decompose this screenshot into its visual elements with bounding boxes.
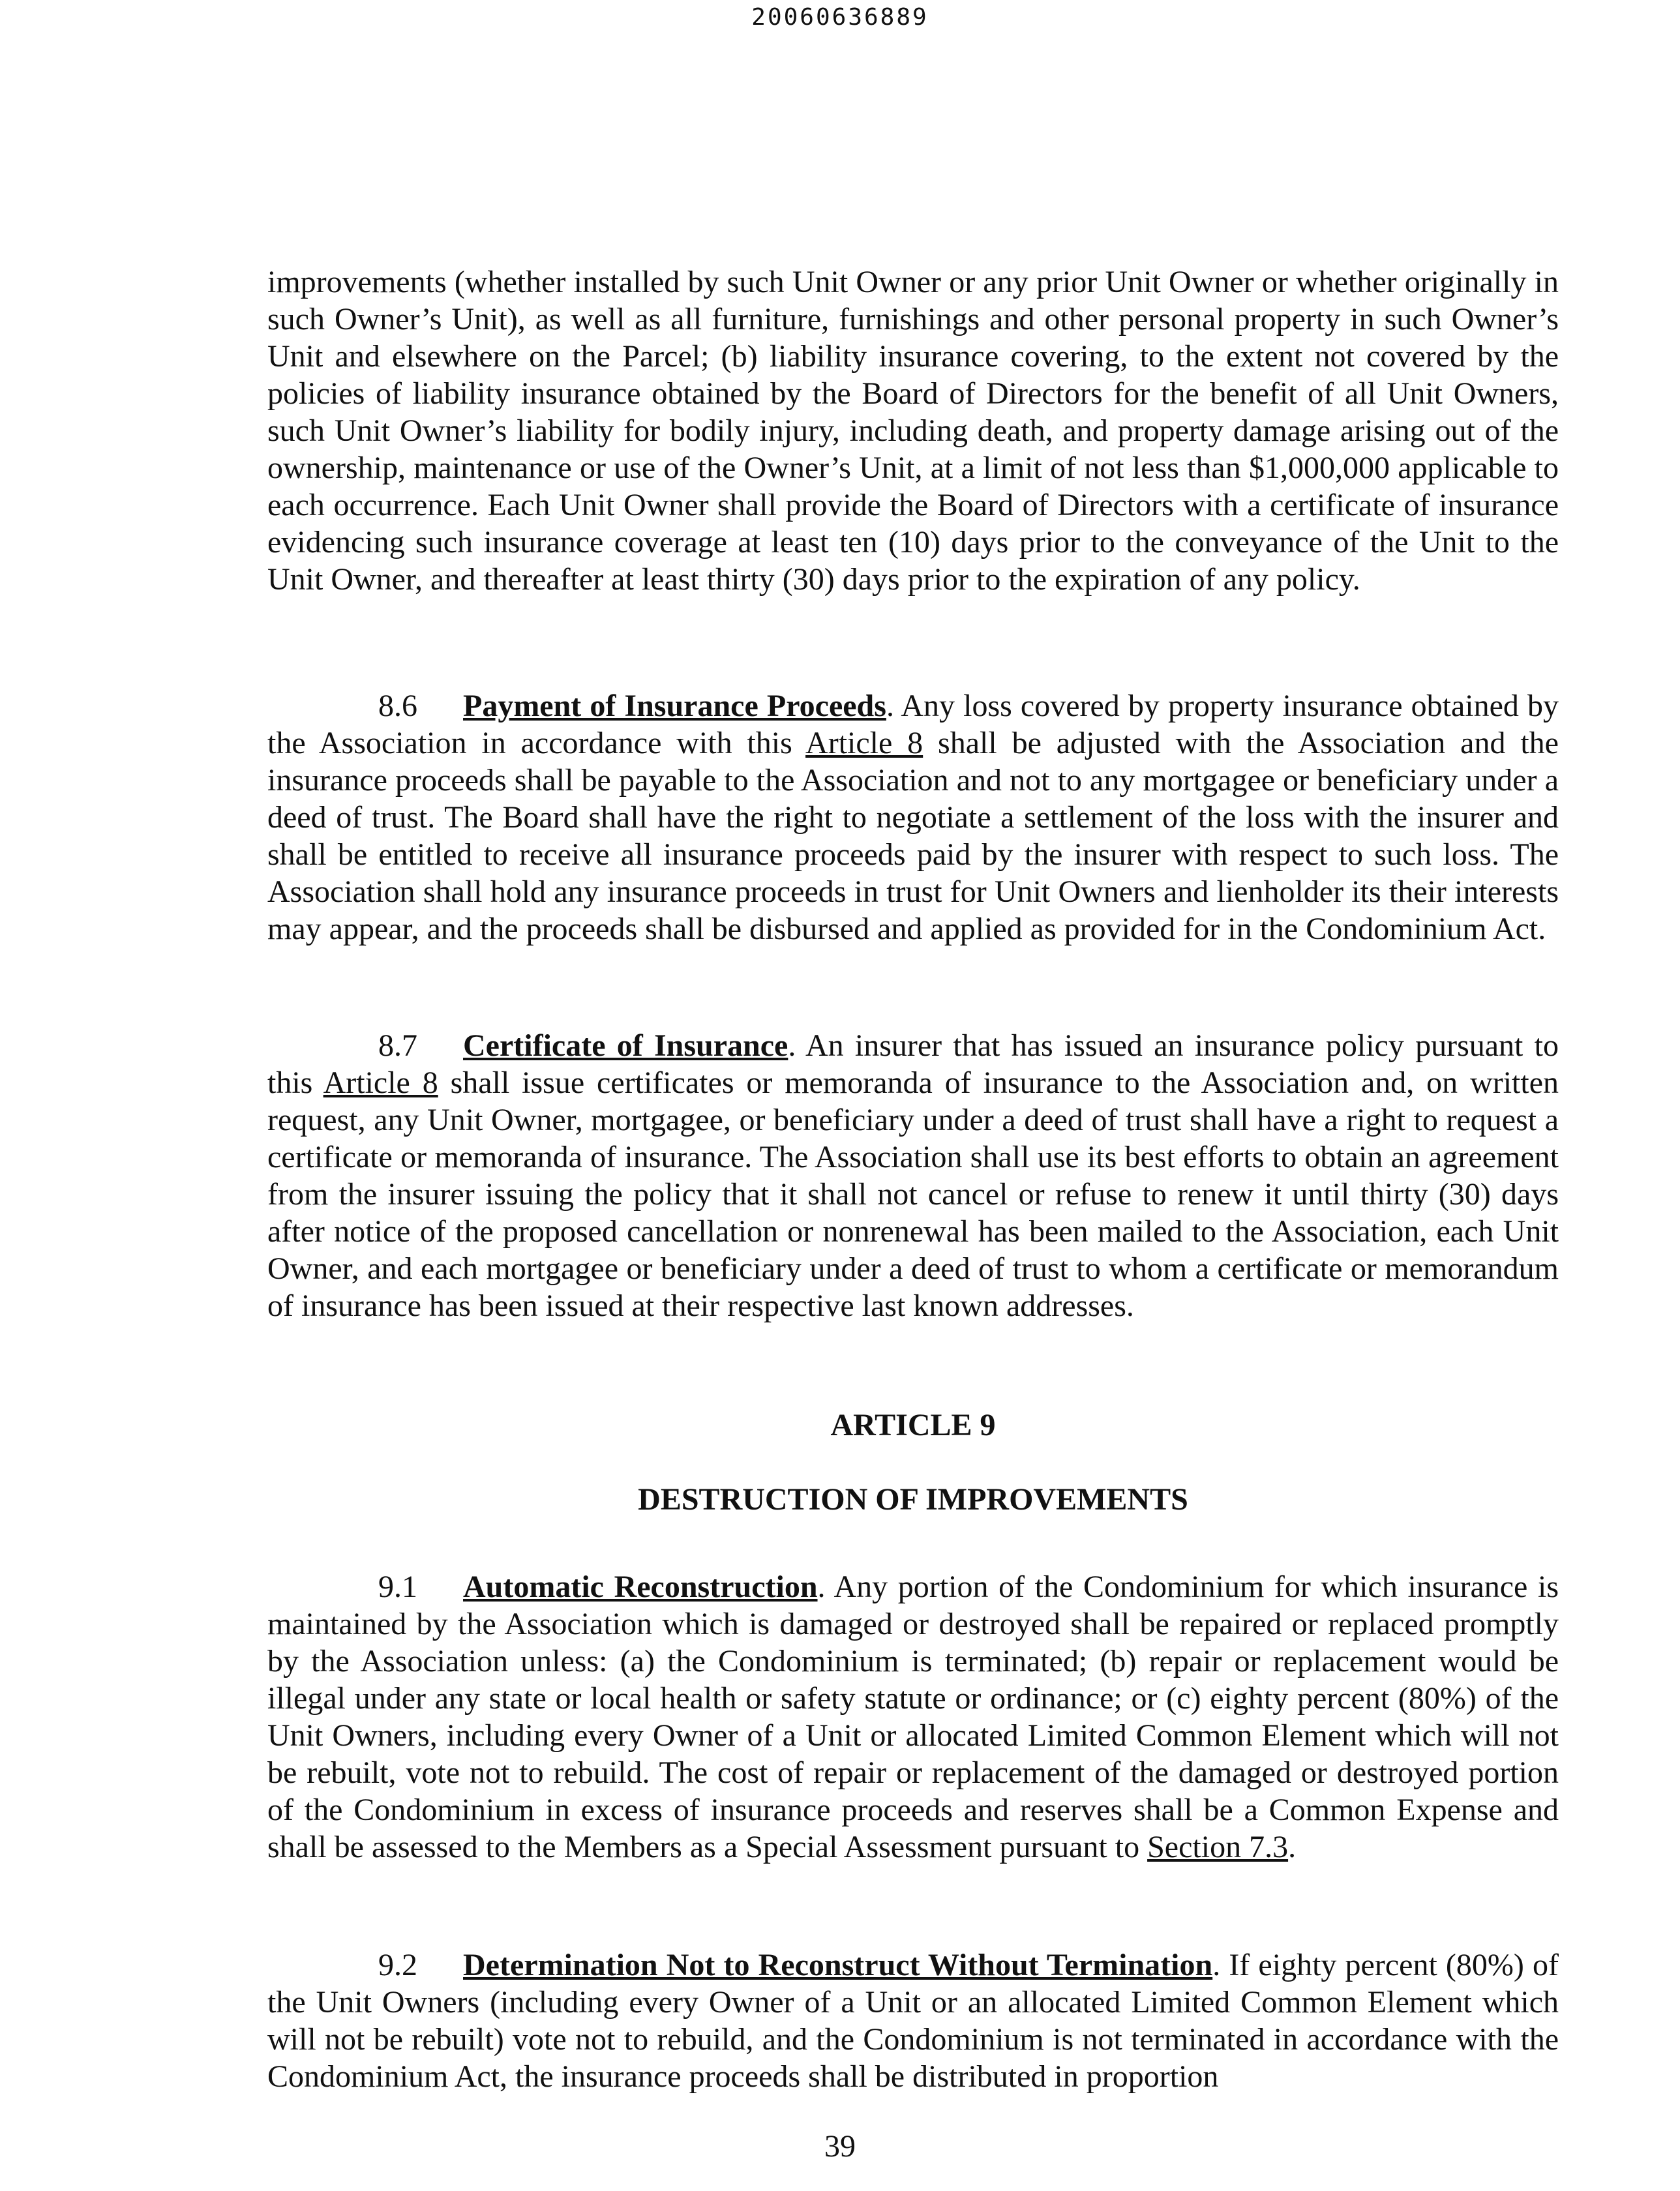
section-text: . Any portion of the Condominium for which insurance is maintained by the Association which is damaged or destroyed shall be repaired or replaced promptly by the Association unless: (a) the Condominium is terminated; (b) repair or replacement would be illegal under any state or local health or safety statute or ordinance; or (c) eighty percent (80%) of the Unit Owners, including every Owner of a Unit or allocated Limited Common Element which will not be rebuilt, vote not to rebuild. The cost of repair or replacement of the damaged or destroyed portion of the Condominium in excess of insurance proceeds and reserves shall be a Common Expense and shall be assessed to the Members as a Special Assessment pursuant to: [267, 1570, 1559, 1864]
section-text: . If eighty percent (80%) of the Unit Owners (including every Owner of a Unit or an allocated Limited Common Element which will not be rebuilt) vote not to rebuild, and the Condominium is not terminated in accordance with the Condominium Act, the insurance proceeds shall be distributed in proportion: [267, 1948, 1559, 2094]
section-heading: Certificate of Insurance: [463, 1028, 788, 1063]
paragraph-continuation: improvements (whether installed by such Unit Owner or any prior Unit Owner or whether originally in such Owner’s Unit), as well as all furniture, furnishings and other personal property in such Owner’s Unit and elsewhere on the Parcel; (b) liability insurance covering, to the extent not covered by the policies of liability insurance obtained by the Board of Directors for the benefit of all Unit Owners, such Unit Owner’s liability for bodily injury, including death, and property damage arising out of the ownership, maintenance or use of the Owner’s Unit, at a limit of not less than $1,000,000 applicable to each occurrence. Each Unit Owner shall provide the Board of Directors with a certificate of insurance evidencing such insurance coverage at least ten (10) days prior to the conveyance of the Unit to the Unit Owner, and thereafter at least thirty (30) days prior to the expiration of any policy.: [267, 265, 1559, 597]
section-number: 9.1: [378, 1570, 417, 1604]
section-9-2: [267, 1946, 1559, 2095]
section-number: 9.2: [378, 1948, 417, 1982]
section-text: . An insurer that has issued an insurance policy pursuant to this: [267, 1028, 1559, 1100]
section-text: .: [1288, 1830, 1297, 1864]
section-heading: Determination Not to Reconstruct Without Termination: [463, 1948, 1213, 1982]
section-heading: Payment of Insurance Proceeds: [463, 689, 886, 723]
section-8-7: [267, 1027, 1559, 1324]
cross-reference: Section 7.3: [1147, 1830, 1289, 1864]
section-text: . Any loss covered by property insurance obtained by the Association in accordance with this: [267, 689, 1559, 760]
section-number: 8.6: [378, 689, 417, 723]
article-number: ARTICLE 9: [830, 1408, 996, 1442]
section-8-6: [267, 687, 1559, 947]
section-9-1: [267, 1568, 1559, 1866]
page-number: 39: [824, 2129, 856, 2164]
section-number: 8.7: [378, 1028, 417, 1063]
article-title: DESTRUCTION OF IMPROVEMENTS: [638, 1482, 1188, 1517]
section-heading: Automatic Reconstruction: [463, 1570, 818, 1604]
cross-reference: Article 8: [323, 1066, 438, 1100]
section-text: shall issue certificates or memoranda of insurance to the Association and, on written request, any Unit Owner, mortgagee, or beneficiary under a deed of trust shall have a right to request a certificate or memoranda of insurance. The Association shall use its best efforts to obtain an agreement from the insurer issuing the policy that it shall not cancel or refuse to renew it until thirty (30) days after notice of the proposed cancellation or nonrenewal has been mailed to the Association, each Unit Owner, and each mortgagee or beneficiary under a deed of trust to whom a certificate or memorandum of insurance has been issued at their respective last known addresses.: [267, 1066, 1559, 1323]
cross-reference: Article 8: [805, 726, 923, 760]
document-id: 20060636889: [751, 4, 929, 31]
section-text: shall be adjusted with the Association and the insurance proceeds shall be payable to the Association and not to any mortgagee or beneficiary under a deed of trust. The Board shall have the right to negotiate a settlement of the loss with the insurer and shall be entitled to receive all insurance proceeds paid by the insurer with respect to such loss. The Association shall hold any insurance proceeds in trust for Unit Owners and lienholder its their interests may appear, and the proceeds shall be disbursed and applied as provided for in the Condominium Act.: [267, 726, 1559, 946]
